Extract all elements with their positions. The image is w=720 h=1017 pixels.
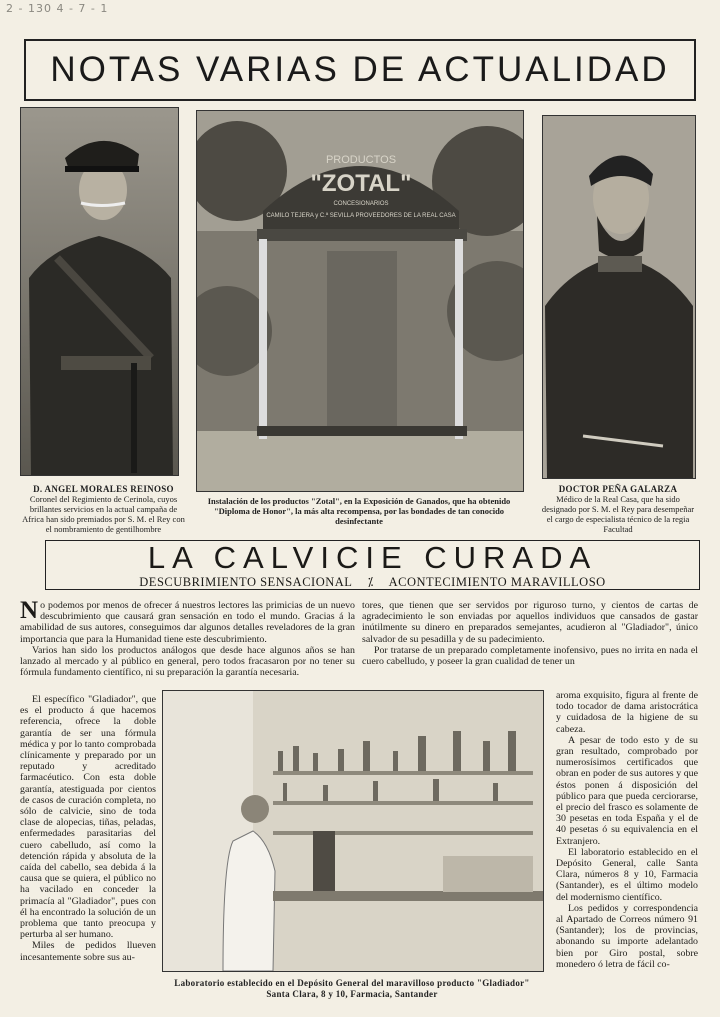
sign-productos: PRODUCTOS — [325, 154, 397, 166]
caption-pena-galarza — [538, 484, 698, 534]
article-intro — [20, 600, 355, 694]
sign-camilo-tejera: CAMILO TEJERA y C.ª SEVILLA PROVEEDORES DE LA REAL CASA — [266, 213, 456, 219]
article-right-col-p1: aroma exquisito, figura al frente de todo tocador de dama aristocrática y cuidadosa de la higiene de su cabeza. — [556, 690, 698, 735]
article-left-column — [20, 694, 156, 1002]
dropcap: N — [20, 600, 39, 624]
article-intro-p1: o podemos por menos de ofrecer á nuestros lectores las primicias de un nuevo descubrimiento que causará gran sensación en todo el mundo. Gracias á la amabilidad de sus autores, conseguimos dar algunos detalles reveladores de la gran importancia que para la Humanidad tiene este descubrimiento. — [20, 600, 355, 645]
article-headline: LA CALVICIE CURADA — [147, 540, 598, 575]
subhead-right: ACONTECIMIENTO MARAVILLOSO — [388, 575, 606, 589]
subhead-left: DESCUBRIMIENTO SENSACIONAL — [139, 575, 352, 589]
caption-morales-name: D. ANGEL MORALES REINOSO — [33, 484, 174, 494]
article-left-p2: Miles de pedidos llueven incesantemente sobre sus au- — [20, 940, 156, 963]
page-title: NOTAS VARIAS DE ACTUALIDAD — [24, 39, 696, 101]
article-subhead: DESCUBRIMIENTO SENSACIONAL ⁒ ACONTECIMIENTO MARAVILLOSO — [139, 575, 606, 589]
article-left-p1: El específico "Gladiador", que es el producto á que hacemos referencia, ofrece la doble garantía de ser una fórmula médica y por lo tanto comprobada clínicamente y preparado por un reputado y acreditado farmacéutico. Con esta doble garantía, atestiguada por cientos de casos de curación completa, no sólo de calvicie, sino de toda clase de alopecias, tiñas, peladas, enfermedades parasitarias del cuero cabelludo, así como la detención rápida y absoluta de la caída del cabello, sea debida á la causa que se quiera, el público no ha vacilado en conceder la primacía al "Gladiador", pues con él ha encontrado la solución de un problema que tanto preocupa y perturba al ser humano. — [20, 694, 156, 941]
article-right-p2: Por tratarse de un preparado completamente inofensivo, pues no irrita en nada el cuero cabelludo, y poseer la gran cualidad de tener un — [362, 644, 698, 668]
caption-morales — [20, 484, 187, 534]
caption-lab-line1: Laboratorio establecido en el Depósito General del maravilloso producto "Gladiador" — [174, 978, 530, 988]
article-right-col-p3: El laboratorio establecido en el Depósito General, calle Santa Clara, números 8 y 10, Farmacia (Santander), es el último modelo del modernismo científico. — [556, 846, 698, 903]
article-right-p1: tores, que tienen que ser servidos por riguroso turno, y cientos de cartas de agradecimiento le son enviadas por aquellos individuos que cansados de gastar inútilmente su dinero en preparados semejantes, acudieron al "Gladiador", único salvador de su pesadilla y de su padecimiento. — [362, 600, 698, 645]
article-right-intro — [362, 600, 698, 690]
caption-zotal — [198, 496, 520, 526]
caption-pena-text: Médico de la Real Casa, que ha sido designado por S. M. el Rey para desempeñar el cargo de especialista técnico de la regia Facultad — [541, 494, 695, 534]
article-right-col-p4: Los pedidos y correspondencia al Apartado de Correos número 91 (Santander); los de provincias, abonando su importe adelantado bien por Giro postal, sobre monedero ó letra de fácil co- — [556, 902, 698, 970]
article-right-column — [556, 690, 698, 1008]
caption-morales-text: Coronel del Regimiento de Cerinola, cuyos brillantes servicios en la actual campaña de Africa han sido premiados por S. M. el Rey con el nombramiento de gentilhombre — [22, 494, 185, 534]
sign-concesionarios: CONCESIONARIOS — [333, 201, 389, 207]
portrait-pena-galarza-photo — [542, 115, 696, 479]
article-intro-p2: Varios han sido los productos análogos que desde hace algunos años se han lanzado al mercado y al público en general, pero todos fracasaron por no tener su fórmula fundamento científico, ni su preparación la garantía necesaria. — [20, 644, 355, 679]
laboratory-photo — [162, 690, 544, 972]
pencil-annotation: 2 - 130 4 - 7 - 1 — [6, 2, 109, 15]
article-right-col-p2: A pesar de todo esto y de su gran resultado, comprobado por numerosísimos certificados que obran en poder de sus autores y que éstos ponen á disposición del público para que pueda cerciorarse, el precio del frasco es solamente de 30 pesetas en toda España y el de 40 pesetas ó su equivalencia en el Extranjero. — [556, 734, 698, 847]
caption-laboratory — [162, 978, 542, 1000]
portrait-morales-photo — [20, 107, 179, 476]
caption-zotal-text: Instalación de los productos "Zotal", en la Exposición de Ganados, que ha obtenido "Diploma de Honor", la más alta recompensa, por las bondades de tan conocido desinfectante — [207, 496, 511, 526]
zotal-exhibition-photo — [196, 110, 524, 492]
sign-zotal: "ZOTAL" — [310, 170, 412, 197]
caption-pena-name: DOCTOR PEÑA GALARZA — [558, 484, 678, 494]
article-headline-box — [45, 540, 700, 590]
caption-lab-line2: Santa Clara, 8 y 10, Farmacia, Santander — [266, 989, 438, 999]
